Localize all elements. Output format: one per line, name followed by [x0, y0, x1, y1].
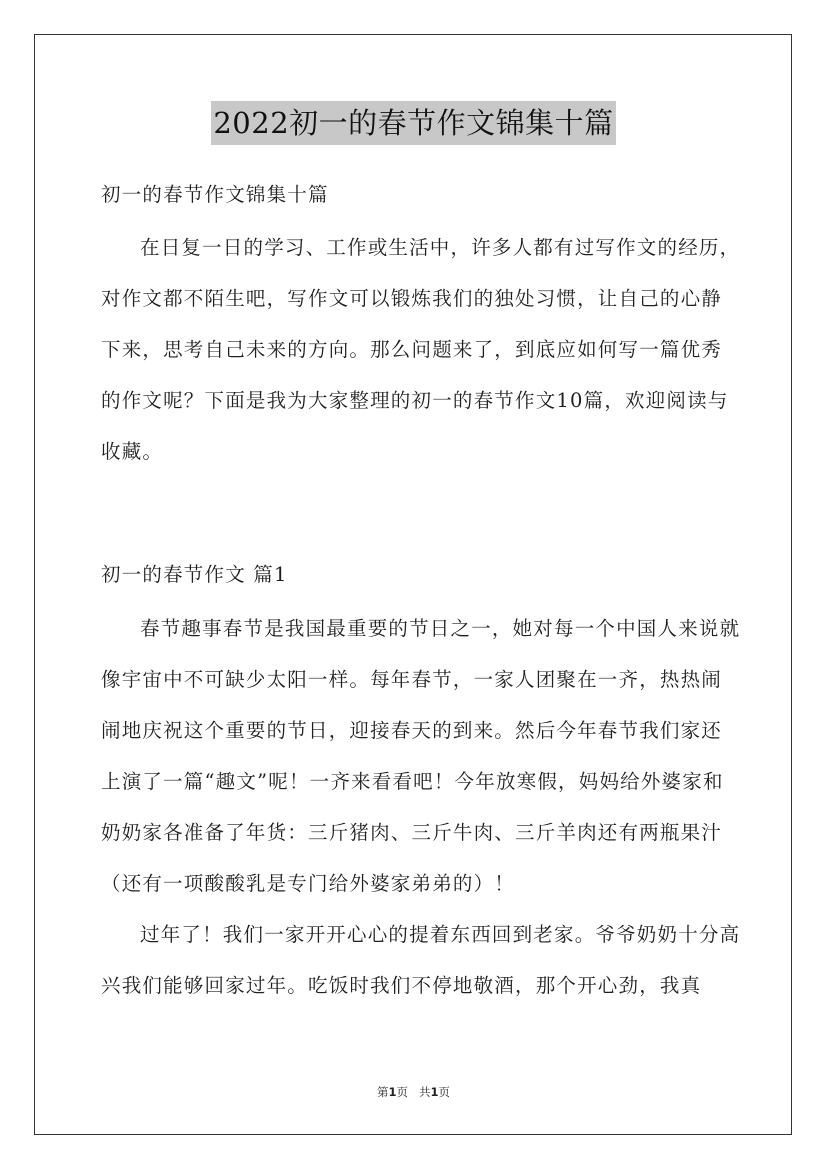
footer-prefix: 第	[377, 1085, 389, 1099]
document-subtitle: 初一的春节作文锦集十篇	[101, 183, 329, 206]
footer-suffix: 页	[438, 1085, 450, 1099]
section-paragraph: 过年了！我们一家开开心心的提着东西回到老家。爷爷奶奶十分高兴我们能够回家过年。吃饭时我们不停地敬酒，那个开心劲，我真	[101, 923, 741, 997]
intro-paragraph: 在日复一日的学习、工作或生活中，许多人都有过写作文的经历，对作文都不陌生吧，写作文可以锻炼我们的独处习惯，让自己的心静下来，思考自己未来的方向。那么问题来了，到底应如何写一篇优秀的作文呢？下面是我为大家整理的初一的春节作文10篇，欢迎阅读与收藏。	[101, 236, 741, 463]
section-heading: 初一的春节作文 篇1	[101, 563, 288, 586]
section-body	[101, 603, 741, 1011]
document-title: 2022初一的春节作文锦集十篇	[211, 101, 615, 145]
page-footer	[0, 1083, 827, 1101]
title-container	[0, 101, 827, 145]
section-paragraph: 春节趣事春节是我国最重要的节日之一，她对每一个中国人来说就像宇宙中不可缺少太阳一样。每年春节，一家人团聚在一齐，热热闹闹地庆祝这个重要的节日，迎接春天的到来。然后今年春节我们家还上演了一篇“趣文”呢！一齐来看看吧！今年放寒假，妈妈给外婆家和奶奶家各准备了年货：三斤猪肉、三斤牛肉、三斤羊肉还有两瓶果汁（还有一项酸酸乳是专门给外婆家弟弟的）！	[101, 617, 741, 895]
footer-mid: 页 共	[396, 1085, 431, 1099]
footer-page-total: 1	[430, 1085, 439, 1099]
footer-page-current: 1	[388, 1085, 397, 1099]
intro-section	[101, 222, 741, 477]
